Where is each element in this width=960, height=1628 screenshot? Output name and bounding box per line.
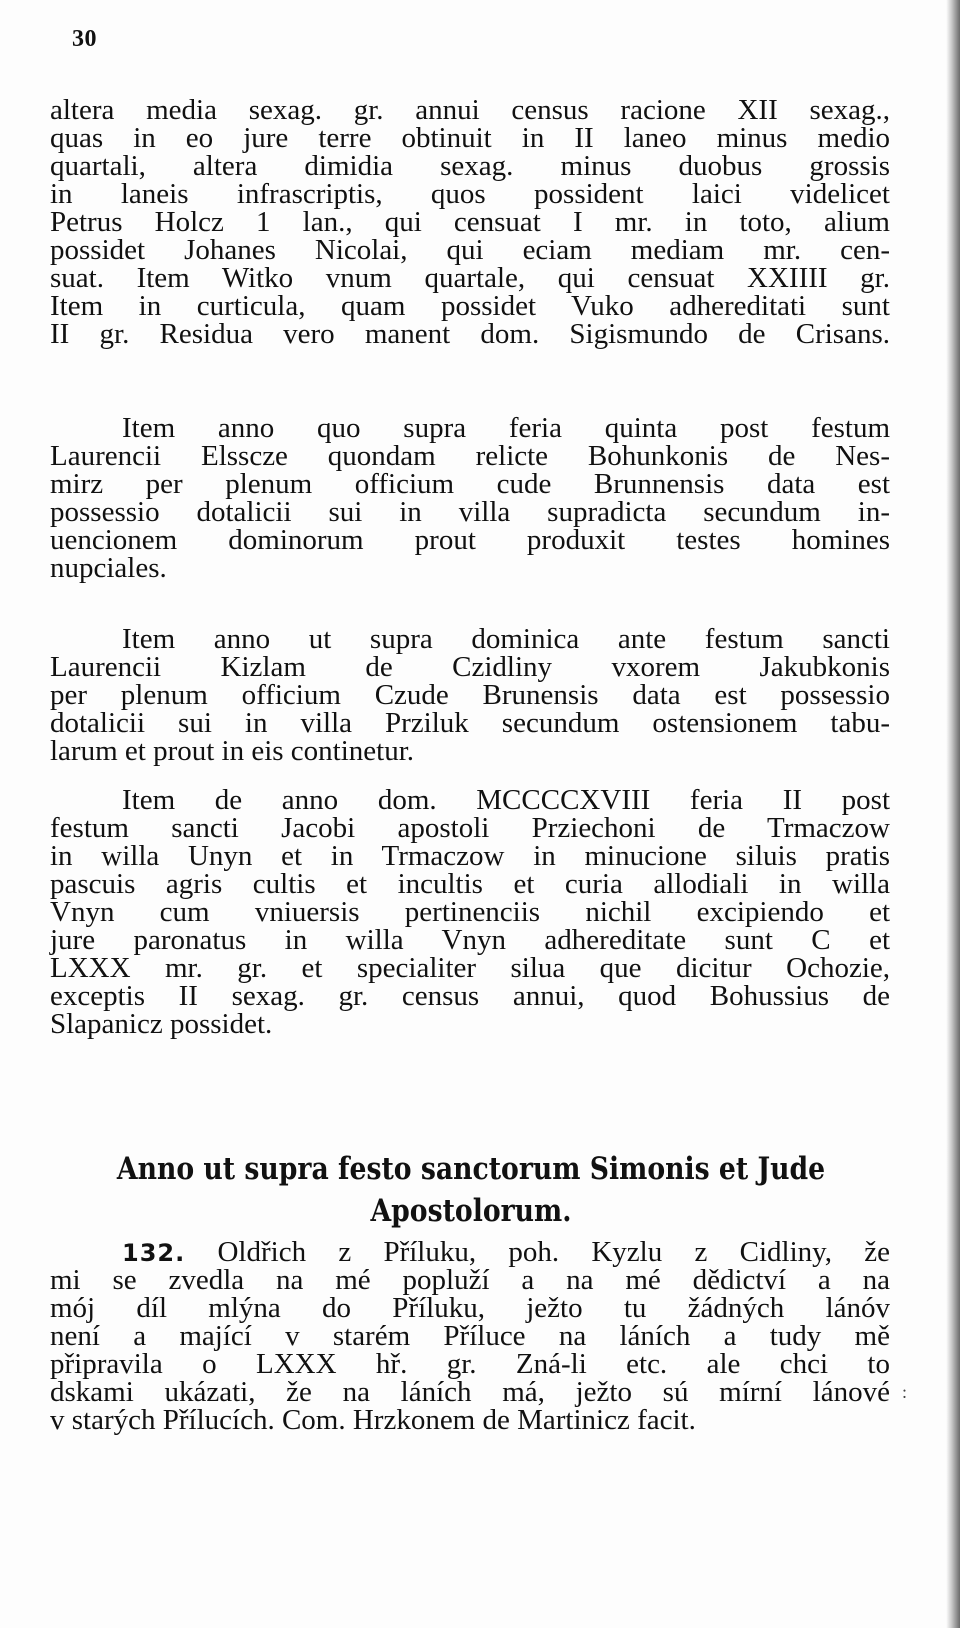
text-line: pascuis agris cultis et incultis et curia allodiali in willa [50, 868, 890, 900]
text-line: uencionem dominorum prout produxit testes homines [50, 524, 890, 556]
text-line: dotalicii sui in villa Prziluk secundum ostensionem tabu- [50, 707, 890, 739]
text-line: mirz per plenum officium cude Brunnensis data est [50, 468, 890, 500]
text-line: suat. Item Witko vnum quartale, qui censuat XXIIII gr. [50, 262, 890, 294]
text-line: Item anno ut supra dominica ante festum sancti [122, 623, 890, 655]
entry-132 [50, 1238, 890, 1434]
text-line: possessio dotalicii sui in villa supradicta secundum in- [50, 496, 890, 528]
paragraph-kizlam [50, 625, 890, 765]
text-line: nupciales. [50, 552, 167, 584]
text-line: mój díl mlýna do Příluku, ježto tu žádných lánóv [50, 1292, 890, 1324]
text-line: festum sancti Jacobi apostoli Prziechoni de Trmaczow [50, 812, 890, 844]
text-line: possidet Johanes Nicolai, qui eciam mediam mr. cen- [50, 234, 890, 266]
entry-first-line [50, 1238, 890, 1266]
text-line: Vnyn cum vniuersis pertinenciis nichil excipiendo et [50, 896, 890, 928]
text-line: in laneis infrascriptis, quos possident laici videlicet [50, 178, 890, 210]
margin-mark: : [902, 1382, 908, 1402]
text-line: Item de anno dom. MCCCCXVIII feria II post [122, 784, 890, 816]
page-edge-shadow [946, 0, 960, 1628]
text-line: quartali, altera dimidia sexag. minus duobus grossis [50, 150, 890, 182]
text-line: quas in eo jure terre obtinuit in II laneo minus medio [50, 122, 890, 154]
text-line: Slapanicz possidet. [50, 1008, 273, 1040]
paragraph-elsscze [50, 414, 890, 582]
paragraph-przieche [50, 786, 890, 1038]
text-line: larum et prout in eis continetur. [50, 735, 415, 767]
text-line: altera media sexag. gr. annui census racione XII sexag., [50, 94, 890, 126]
text-line: v starých Přílucích. Com. Hrzkonem de Martinicz facit. [50, 1404, 696, 1436]
text-line: mi se zvedla na mé popluží a na mé dědictví a na [50, 1264, 890, 1296]
text-line: připravila o LXXX hř. gr. Zná-li etc. ale chci to [50, 1348, 890, 1380]
text-line: exceptis II sexag. gr. census annui, quod Bohussius de [50, 980, 890, 1012]
text-line: Laurencii Elsscze quondam relicte Bohunkonis de Nes- [50, 440, 890, 472]
text-line: není a mající v starém Příluce na láních a tudy mě [50, 1320, 890, 1352]
text-line: jure paronatus in willa Vnyn adhereditate sunt C et [50, 924, 890, 956]
heading-line: Anno ut supra festo sanctorum Simonis et Jude [116, 1151, 826, 1187]
text-line: Item in curticula, quam possidet Vuko adhereditati sunt [50, 290, 890, 322]
page-number: 30 [72, 26, 97, 52]
text-line: per plenum officium Czude Brunensis data est possessio [50, 679, 890, 711]
section-heading [106, 1148, 837, 1232]
entry-number: 132. [122, 1239, 186, 1267]
text-line: in willa Unyn et in Trmaczow in minucione siluis pratis [50, 840, 890, 872]
entry-first-line-text: Oldřich z Příluku, poh. Kyzlu z Cidliny, že [217, 1236, 890, 1268]
heading-line: Apostolorum. [370, 1193, 572, 1229]
text-line: Petrus Holcz 1 lan., qui censuat I mr. in toto, alium [50, 206, 890, 238]
text-line: Laurencii Kizlam de Czidliny vxorem Jakubkonis [50, 651, 890, 683]
text-line: dskami ukázati, že na láních má, ježto sú mírní lánové [50, 1376, 890, 1408]
paragraph-census [50, 96, 890, 348]
text-line: LXXX mr. gr. et specialiter silua que dicitur Ochozie, [50, 952, 890, 984]
text-line: II gr. Residua vero manent dom. Sigismundo de Crisans. [50, 318, 890, 350]
text-line: Item anno quo supra feria quinta post festum [122, 412, 890, 444]
